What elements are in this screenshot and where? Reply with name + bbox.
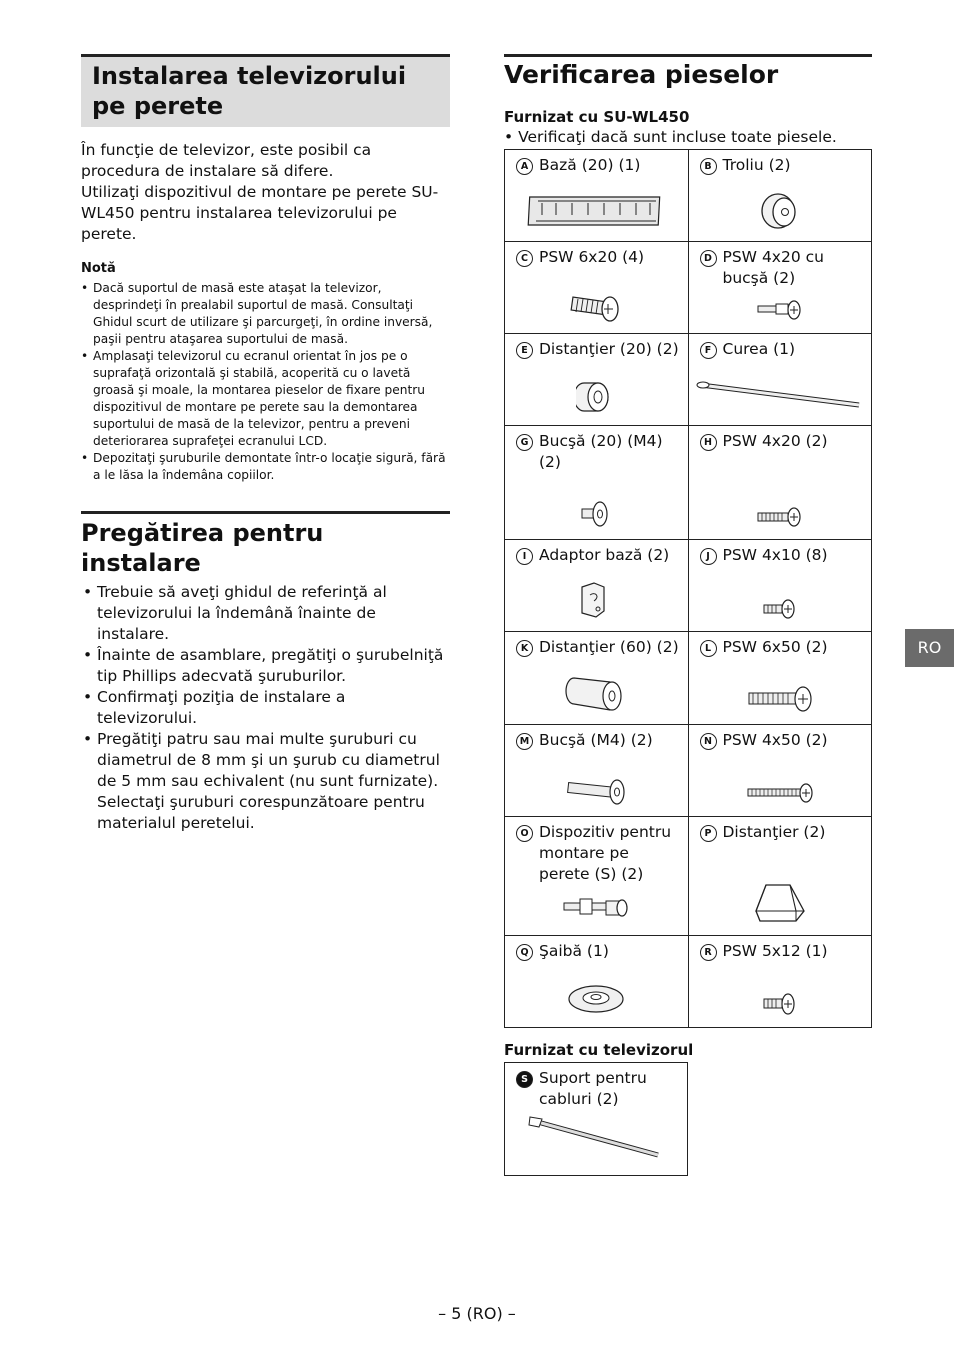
bracket-icon: [526, 191, 666, 231]
part-cell-n: N PSW 4x50 (2): [688, 725, 872, 817]
note-list: [81, 280, 450, 484]
spacer-icon: [564, 672, 628, 714]
screw-icon: [752, 297, 808, 323]
spacer-block-icon: [752, 879, 808, 925]
part-cell-r: R PSW 5x12 (1): [688, 936, 872, 1028]
pulley-icon: [758, 191, 802, 231]
part-cell-f: F Curea (1): [688, 334, 872, 426]
belt-icon: [695, 379, 865, 413]
prep-list: [81, 582, 450, 834]
screw-icon: [744, 780, 816, 806]
part-cell-d: D PSW 4x20 cu bucşă (2): [688, 242, 872, 334]
part-cell-p: P Distanţier (2): [688, 817, 872, 936]
screw-icon: [754, 505, 806, 529]
note-item: • Dacă suportul de masă este ataşat la televizor, desprindeţi în prealabil suportul de masă. Consultaţi Ghidul scurt de utilizare şi parcurgeţi, în ordine inversă, paşii pentru ataşarea suportului de masă.: [81, 280, 450, 348]
note-heading: Notă: [81, 261, 116, 276]
adapter-icon: [576, 579, 616, 621]
language-tab: RO: [905, 629, 954, 667]
part-cell-i: I Adaptor bază (2): [505, 540, 689, 632]
intro-paragraph-1: În funcţie de televizor, este posibil ca procedura de instalare să difere.: [81, 141, 372, 180]
part-cell-j: J PSW 4x10 (8): [688, 540, 872, 632]
part-cell-e: E Distanţier (20) (2): [505, 334, 689, 426]
screw-icon: [566, 289, 626, 323]
install-heading: Instalarea televizorului pe perete: [81, 54, 450, 127]
check-note: • Verificaţi dacă sunt incluse toate piesele.: [504, 128, 837, 146]
prep-item: • Confirmaţi poziţia de instalare a televizorului.: [81, 687, 450, 729]
right-column: [504, 54, 872, 1176]
cable-holder-icon: [526, 1113, 666, 1163]
spacer-icon: [576, 377, 616, 415]
supplied-tv-heading: Furnizat cu televizorul: [504, 1041, 694, 1059]
supplied-wl-heading: Furnizat cu SU-WL450: [504, 108, 690, 126]
part-cell-b: B Troliu (2): [688, 150, 872, 242]
part-cell-g: G Bucşă (20) (M4) (2): [505, 426, 689, 540]
wall-mount-icon: [560, 893, 632, 925]
part-cell-a: A Bază (20) (1): [505, 150, 689, 242]
bushing-icon: [562, 774, 630, 806]
washer-icon: [565, 981, 627, 1017]
part-cell-o: O Dispozitiv pentru montare pe perete (S) (2): [505, 817, 689, 936]
note-item: • Amplasaţi televizorul cu ecranul orientat în jos pe o suprafaţă orizontală şi stabilă, acoperită cu o lavetă groasă şi moale, la montarea pieselor de fixare pentru dispozitivul de montare pe perete sau la demontarea suportului de masă de la televizor, pentru a preveni deteriorarea suprafeţei ecranului LCD.: [81, 348, 450, 450]
part-cell-s: S Suport pentru cabluri (2): [505, 1063, 688, 1176]
part-cell-h: H PSW 4x20 (2): [688, 426, 872, 540]
part-cell-q: Q Şaibă (1): [505, 936, 689, 1028]
left-column: [81, 54, 450, 834]
page-number: – 5 (RO) –: [438, 1304, 516, 1323]
parts-table: [504, 149, 872, 1028]
prep-item: • Trebuie să aveţi ghidul de referinţă al televizorului la îndemână înainte de instalare.: [81, 582, 450, 645]
screw-icon: [745, 684, 815, 714]
check-heading: Verificarea pieselor: [504, 54, 872, 90]
part-cell-k: K Distanţier (60) (2): [505, 632, 689, 725]
prep-heading: Pregătirea pentru instalare: [81, 511, 450, 578]
part-cell-l: L PSW 6x50 (2): [688, 632, 872, 725]
prep-item: • Pregătiţi patru sau mai multe şuruburi cu diametrul de 8 mm şi un şurub cu diametrul de 5 mm sau echivalent (nu sunt furnizate). Selectaţi şuruburi corespunzătoare pentru materialul peretelui.: [81, 729, 450, 834]
part-cell-c: C PSW 6x20 (4): [505, 242, 689, 334]
intro-paragraph-2: Utilizaţi dispozitivul de montare pe perete SU-WL450 pentru instalarea televizorului pe perete.: [81, 183, 439, 243]
bushing-icon: [578, 499, 614, 529]
screw-icon: [760, 991, 800, 1017]
part-cell-m: M Bucşă (M4) (2): [505, 725, 689, 817]
tv-parts-table: [504, 1062, 688, 1176]
prep-item: • Înainte de asamblare, pregătiţi o şurubelniţă tip Phillips adecvată şuruburilor.: [81, 645, 450, 687]
screw-icon: [760, 597, 800, 621]
note-item: • Depozitaţi şuruburile demontate într-o locaţie sigură, fără a le lăsa la îndemâna copiilor.: [81, 450, 450, 484]
